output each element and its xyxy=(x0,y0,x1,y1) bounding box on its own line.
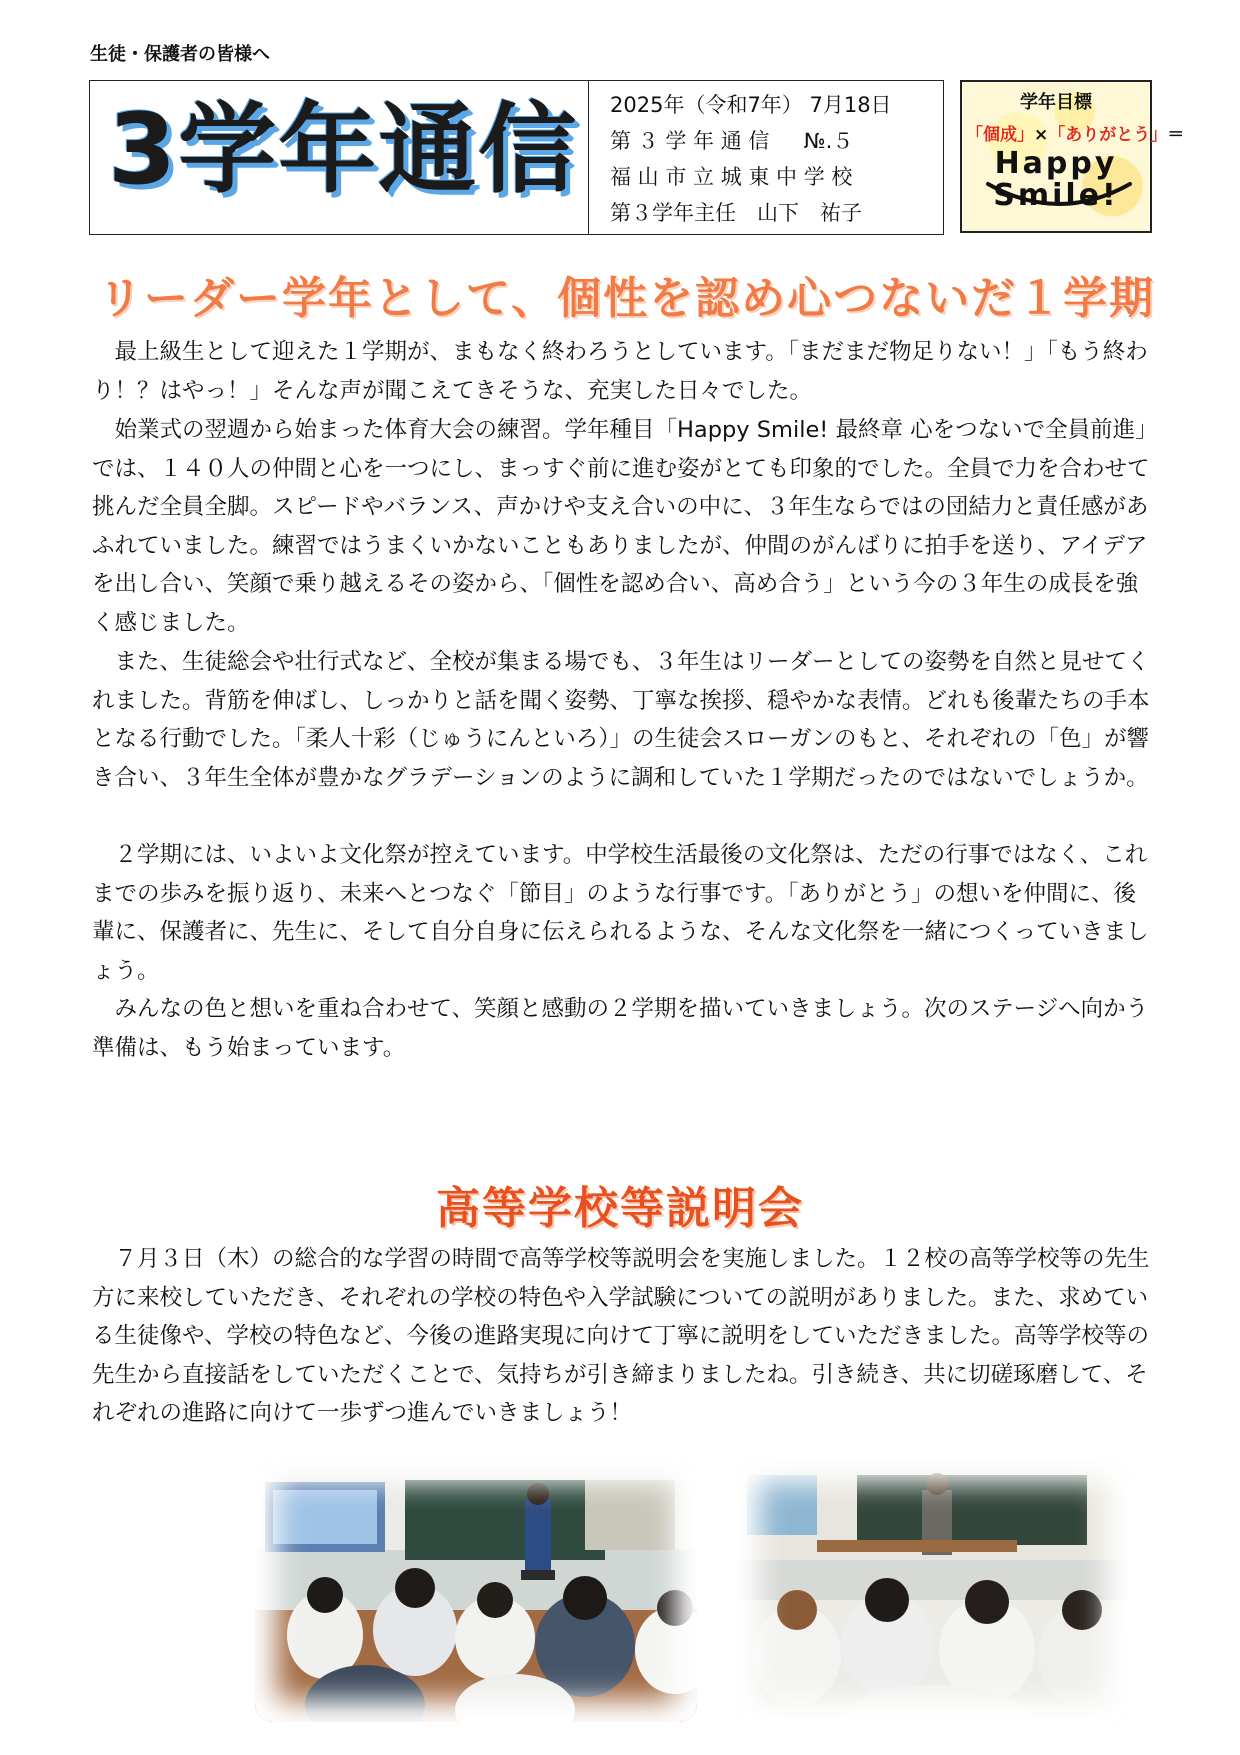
goal-slogan xyxy=(966,120,1185,145)
classroom-photo-right xyxy=(737,1460,1129,1722)
newsletter-title: 3学年通信 xyxy=(108,93,579,207)
section1-paragraph-3: また、生徒総会や壮行式など、全校が集まる場でも、３年生はリーダーとしての姿勢を自然と見せてくれました。背筋を伸ばし、しっかりと話を聞く姿勢、丁寧な挨拶、穏やかな表情。どれも後輩たちの手本となる行動でした。「柔人十彩（じゅうにんといろ）」の生徒会スローガンのもと、それぞれの「色」が響き合い、３年生全体が豊かなグラデーションのように調和していた１学期だったのではないでしょうか。 xyxy=(92,649,1150,791)
newsletter-header xyxy=(89,80,944,235)
smile-curve-icon xyxy=(984,176,1134,212)
school-name: 福 山 市 立 城 東 中 学 校 xyxy=(610,165,853,189)
photo-fade-right xyxy=(737,1460,1129,1722)
section2-heading: 高等学校等説明会 xyxy=(436,1183,804,1234)
issue-info xyxy=(610,87,892,231)
grade-goal-box xyxy=(960,80,1185,233)
audience-note: 生徒・保護者の皆様へ xyxy=(90,44,270,65)
goal-part2: 「ありがとう」 xyxy=(1048,125,1168,145)
title-box xyxy=(90,81,589,234)
issue-number: 第 ３ 学 年 通 信 №.５ xyxy=(610,129,854,153)
section1-paragraph-5: みんなの色と想いを重ね合わせて、笑顔と感動の２学期を描いていきましょう。次のステージへ向かう準備は、もう始まっています。 xyxy=(92,996,1149,1061)
goal-happy: Happy xyxy=(994,146,1118,181)
photo-fade-left xyxy=(255,1460,697,1722)
issue-date: 2025年（令和7年） 7月18日 xyxy=(610,93,892,117)
section2-paragraph: ７月３日（木）の総合的な学習の時間で高等学校等説明会を実施しました。１２校の高等学校等の先生方に来校していただき、それぞれの学校の特色や入学試験についての説明がありました。また、求めている生徒像や、学校の特色など、今後の進路実現に向けて丁寧に説明をしていただきました。高等学校等の先生から直接話をしていただくことで、気持ちが引き締まりましたね。引き続き、共に切磋琢磨して、それぞれの進路に向けて一歩ずつ進んでいきましょう！ xyxy=(92,1246,1150,1427)
goal-equals: ＝ xyxy=(1167,125,1185,145)
author-name: 第３学年主任 山下 祐子 xyxy=(610,201,862,225)
section1-heading: リーダー学年として、個性を認め心つないだ１学期 xyxy=(98,273,1156,324)
section1-paragraph-1: 最上級生として迎えた１学期が、まもなく終わろうとしています。「まだまだ物足りない！」「もう終わり！？はやっ！」そんな声が聞こえてきそうな、充実した日々でした。 xyxy=(92,339,1148,404)
section1-paragraph-2: 始業式の翌週から始まった体育大会の練習。学年種目「Happy Smile! 最終章 心をつないで全員前進」では、１４０人の仲間と心を一つにし、まっすぐ前に進む姿がとても印象的でした。全員で力を合わせて挑んだ全員全脚。スピードやバランス、声かけや支え合いの中に、３年生ならではの団結力と責任感があふれていました。練習ではうまくいかないこともありましたが、仲間のがんばりに拍手を送り、アイデアを出し合い、笑顔で乗り越えるその姿から、「個性を認め合い、高め合う」という今の３年生の成長を強く感じました。 xyxy=(92,417,1150,636)
goal-times: × xyxy=(1034,125,1049,145)
goal-smile: Smile! xyxy=(993,178,1119,213)
section1-paragraph-4: ２学期には、いよいよ文化祭が控えています。中学校生活最後の文化祭は、ただの行事ではなく、これまでの歩みを振り返り、未来へとつなぐ「節目」のような行事です。「ありがとう」の想いを仲間に、後輩に、保護者に、先生に、そして自分自身に伝えられるような、そんな文化祭を一緒につくっていきましょう。 xyxy=(92,842,1149,984)
classroom-photo-left xyxy=(255,1460,697,1722)
goal-title: 学年目標 xyxy=(1020,92,1092,113)
goal-part1: 「個成」 xyxy=(966,125,1034,145)
